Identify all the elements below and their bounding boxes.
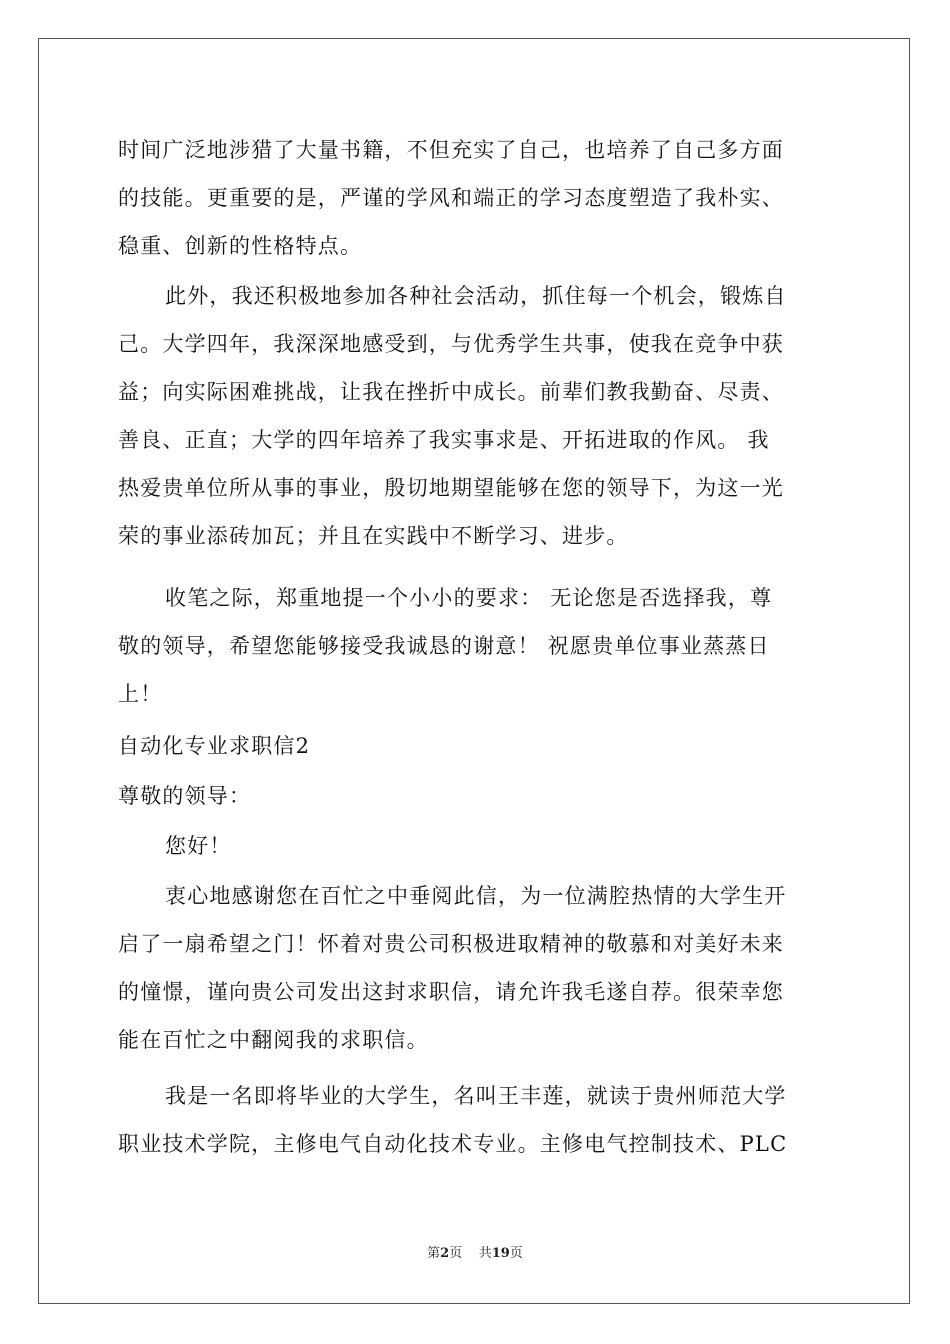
body-text-line: 收笔之际，郑重地提一个小小的要求： 无论您是否选择我，尊 [165,586,773,610]
body-text-line: 衷心地感谢您在百忙之中垂阅此信，为一位满腔热情的大学生开 [165,884,787,908]
body-text-line: 启了一扇希望之门！怀着对贵公司积极进取精神的敬慕和对美好未来 [118,932,784,956]
page-suffix: 页 [449,1246,463,1261]
body-text-line: 的憧憬，谨向贵公司发出这封求职信，请允许我毛遂自荐。很荣幸您 [118,980,784,1004]
body-text-line: 敬的领导，希望您能够接受我诚恳的谢意！ 祝愿贵单位事业蒸蒸日 [118,634,770,658]
total-prefix: 共 [478,1246,492,1261]
body-text-line: 上！ [118,682,163,706]
body-text-line: 职业技术学院，主修电气自动化技术专业。主修电气控制技术、PLC [118,1132,788,1156]
page-prefix: 第 [427,1246,441,1261]
body-text-line: 此外，我还积极地参加各种社会活动，抓住每一个机会，锻炼自 [165,284,787,308]
section-heading: 自动化专业求职信2 [118,734,311,758]
salutation: 尊敬的领导： [118,784,252,808]
body-text-line: 时间广泛地涉猎了大量书籍，不但充实了自己，也培养了自己多方面 [118,138,784,162]
body-text-line: 益；向实际困难挑战，让我在挫折中成长。前辈们教我勤奋、尽责、 [118,380,784,404]
body-text-line: 荣的事业添砖加瓦；并且在实践中不断学习、进步。 [118,524,629,548]
page-border [38,38,910,1304]
body-text-line: 的技能。更重要的是，严谨的学风和端正的学习态度塑造了我朴实、 [118,186,784,210]
total-suffix: 页 [509,1246,523,1261]
body-text-line: 我是一名即将毕业的大学生，名叫王丰莲，就读于贵州师范大学 [165,1084,787,1108]
page-footer [0,1245,950,1263]
page-number: 2 [440,1246,450,1261]
greeting: 您好！ [165,834,232,858]
total-pages: 19 [491,1246,510,1261]
body-text-line: 己。大学四年，我深深地感受到，与优秀学生共事，使我在竞争中获 [118,332,784,356]
body-text-line: 能在百忙之中翻阅我的求职信。 [118,1028,429,1052]
body-text-line: 热爱贵单位所从事的事业，殷切地期望能够在您的领导下，为这一光 [118,476,784,500]
body-text-line: 稳重、创新的性格特点。 [118,234,363,258]
body-text-line: 善良、正直；大学的四年培养了我实事求是、开拓进取的作风。 我 [118,428,770,452]
